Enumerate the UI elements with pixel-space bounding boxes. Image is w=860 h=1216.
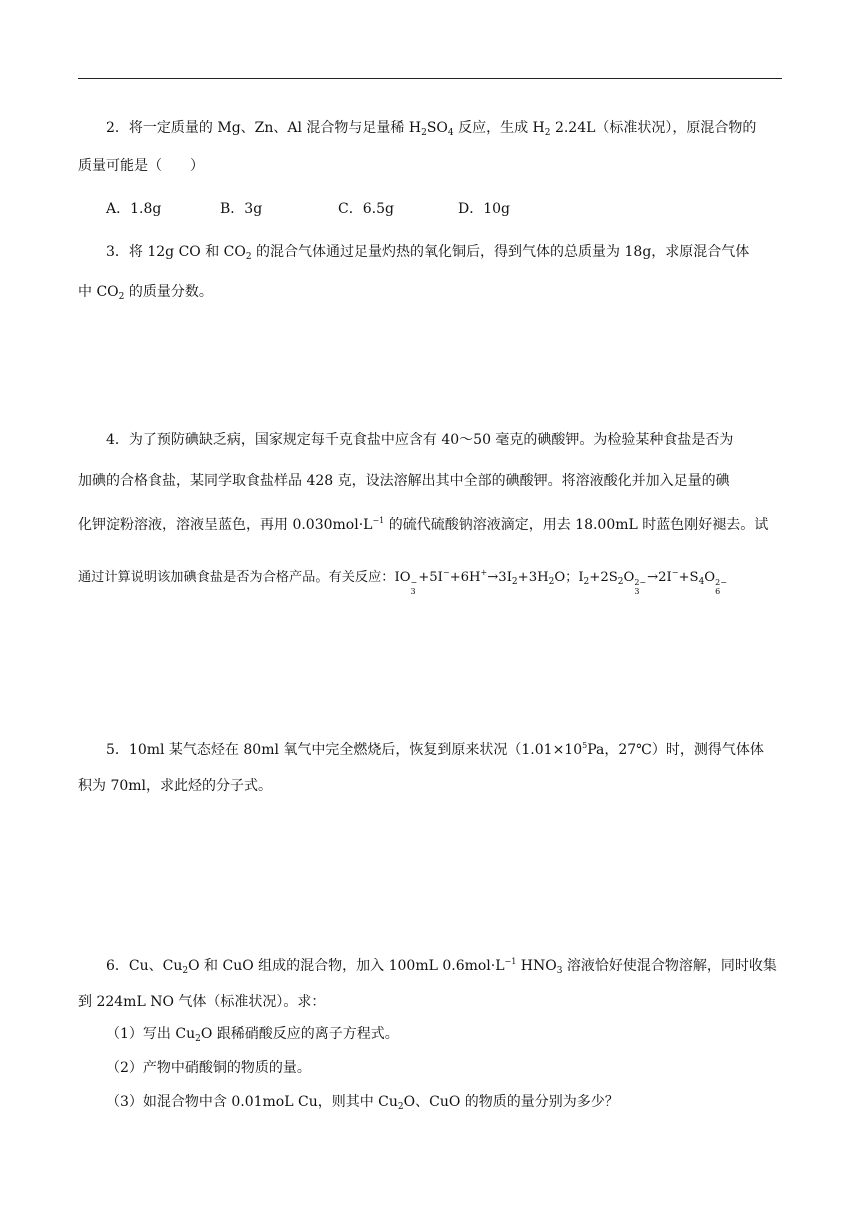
- q3-line-2: 中 $CO_2$ 的质量分数。: [78, 284, 213, 302]
- q4-line-1: 4．为了预防碘缺乏病，国家规定每千克食盐中应含有 40～50 毫克的碘酸钾。为检验某种食盐是否为: [106, 432, 734, 448]
- q6-sub-2: （2）产物中硝酸铜的物质的量。: [106, 1060, 311, 1076]
- q6-line-1: 6．Cu、$Cu_2O$ 和 CuO 组成的混合物，加入 100mL $0.6mol\cdot L^{-1}$ $HNO_3$ 溶液恰好使混合物溶解，同时收集: [106, 957, 777, 976]
- q5-line-2: 积为 70ml，求此烃的分子式。: [78, 778, 273, 794]
- q2-line-1: 2．将一定质量的 Mg、Zn、Al 混合物与足量稀 $H_2SO_4$ 反应，生成 $H_2$ 2.24L（标准状况），原混合物的: [106, 120, 757, 138]
- q2-option-c: C．6.5g: [338, 201, 394, 217]
- header-rule: [78, 78, 782, 79]
- q2-option-b: B．3g: [220, 201, 263, 217]
- q3-line-1: 3．将 12g CO 和 $CO_2$ 的混合气体通过足量灼热的氧化铜后，得到气体的总质量为 18g，求原混合气体: [106, 244, 750, 262]
- q2-option-d: D．10g: [458, 201, 511, 217]
- q2-line-2: 质量可能是（ ）: [78, 158, 204, 174]
- q4-line-2: 加碘的合格食盐，某同学取食盐样品 428 克，设法溶解出其中全部的碘酸钾。将溶液酸化并加入足量的碘: [78, 473, 730, 489]
- q6-line-2: 到 224mL NO 气体（标准状况）。求：: [78, 994, 326, 1010]
- q4-line-3: 化钾淀粉溶液，溶液呈蓝色，再用 $0.030mol\cdot L^{-1}$ 的硫代硫酸钠溶液滴定，用去 18.00mL 时蓝色刚好褪去。试: [78, 516, 769, 533]
- q6-sub-1: （1）写出 $Cu_2O$ 跟稀硝酸反应的离子方程式。: [106, 1026, 399, 1044]
- q2-option-a: A．1.8g: [106, 201, 162, 217]
- q6-sub-3: （3）如混合物中含 0.01moL Cu，则其中 $Cu_2O$、CuO 的物质的量分别为多少？: [106, 1094, 619, 1112]
- q5-line-1: 5．10ml 某气态烃在 80ml 氧气中完全燃烧后，恢复到原来状况（$1.01\times 10^5Pa$，27℃）时，测得气体体: [106, 741, 764, 758]
- q4-line-4: 通过计算说明该加碘食盐是否为合格产品。有关反应：IO − 3 $+5I^-+6H^+\to 3I_2+3H_2O$；$I_2+2S_2O$ 2− 3 $\to 2I^-+S_4O$ 2− 6: [78, 568, 727, 596]
